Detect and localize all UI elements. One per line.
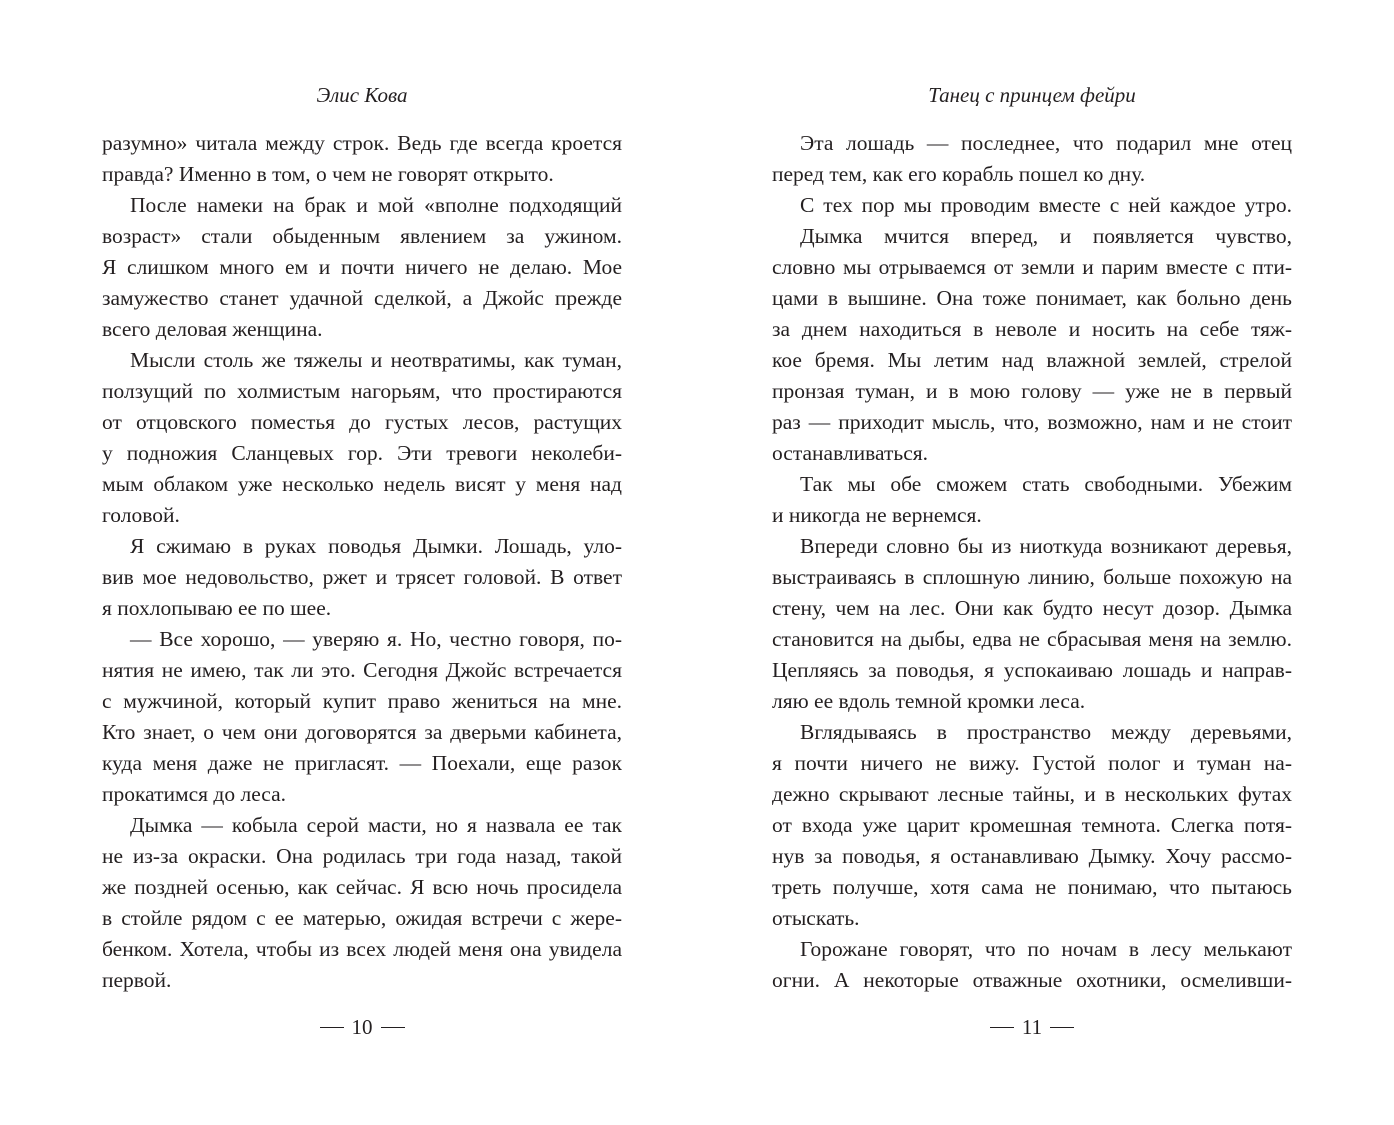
right-page [772, 0, 1292, 1125]
text-line: ползущий по холмистым нагорьям, что простираются [102, 379, 622, 403]
folio-dash-left [990, 1027, 1014, 1028]
text-line: Эта лошадь — последнее, что подарил мне отец [800, 131, 1292, 155]
folio-dash-right [1050, 1027, 1074, 1028]
text-line: и никогда не вернемся. [772, 503, 982, 527]
text-line: словно мы отрываемся от земли и парим вместе с пти- [772, 255, 1292, 279]
text-line: Цепляясь за поводья, я успокаиваю лошадь и направ- [772, 658, 1292, 682]
text-line: пронзая туман, и в мою голову — уже не в первый [772, 379, 1292, 403]
text-line: в стойле рядом с ее матерью, ожидая встречи с жере- [102, 906, 622, 930]
text-line: Я сжимаю в руках поводья Дымки. Лошадь, уло- [130, 534, 622, 558]
text-line: дежно скрывают лесные тайны, и в нескольких футах [772, 782, 1292, 806]
text-line: огни. А некоторые отважные охотники, осмеливши- [772, 968, 1292, 992]
text-line: стену, чем на лес. Они как будто несут дозор. Дымка [772, 596, 1292, 620]
text-line: не из-за окраски. Она родилась три года назад, такой [102, 844, 622, 868]
text-line: правда? Именно в том, о чем не говорят открыто. [102, 162, 554, 186]
text-line: перед тем, как его корабль пошел ко дну. [772, 162, 1146, 186]
text-line: — Все хорошо, — уверяю я. Но, честно говоря, по- [130, 627, 622, 651]
text-line: от входа уже царит кромешная темнота. Слегка потя- [772, 813, 1292, 837]
text-line: у подножия Сланцевых гор. Эти тревоги неколеби- [102, 441, 622, 465]
running-head-title: Танец с принцем фейри [928, 83, 1136, 107]
text-line: Вглядываясь в пространство между деревьями, [800, 720, 1292, 744]
left-page [102, 0, 622, 1125]
text-line: Я слишком много ем и почти ничего не делаю. Мое [102, 255, 622, 279]
text-line: цами в вышине. Она тоже понимает, как больно день [772, 286, 1292, 310]
folio-dash-right [381, 1027, 405, 1028]
folio-dash-left [320, 1027, 344, 1028]
text-line: всего деловая женщина. [102, 317, 323, 341]
text-line: от отцовского поместья до густых лесов, растущих [102, 410, 622, 434]
text-line: отыскать. [772, 906, 860, 930]
text-line: замужество станет удачной сделкой, а Джойс прежде [102, 286, 622, 310]
text-line: первой. [102, 968, 172, 992]
text-line: Дымка — кобыла серой масти, но я назвала ее так [130, 813, 622, 837]
text-line: треть получше, хотя сама не понимаю, что пытаюсь [772, 875, 1292, 899]
text-line: с мужчиной, который купит право жениться на мне. [102, 689, 622, 713]
text-line: прокатимся до леса. [102, 782, 287, 806]
text-line: за днем находиться в неволе и носить на себе тяж- [772, 317, 1292, 341]
text-line: возраст» стали обыденным явлением за ужином. [102, 224, 622, 248]
page-number-value: 11 [1021, 1015, 1043, 1039]
page-number [772, 1012, 1292, 1042]
page-number-value: 10 [351, 1015, 373, 1039]
text-line: Мысли столь же тяжелы и неотвратимы, как туман, [130, 348, 622, 372]
text-line: С тех пор мы проводим вместе с ней каждое утро. [800, 193, 1292, 217]
text-line: ляю ее вдоль темной кромки леса. [772, 689, 1086, 713]
text-line: Так мы обе сможем стать свободными. Убежим [800, 472, 1292, 496]
text-line: Дымка мчится вперед, и появляется чувство, [800, 224, 1292, 248]
text-line: я похлопываю ее по шее. [102, 596, 332, 620]
body-text [772, 128, 1292, 996]
body-text [102, 128, 622, 996]
text-line: нув за поводья, я останавливаю Дымку. Хочу рассмо- [772, 844, 1292, 868]
text-line: же поздней осенью, как сейчас. Я всю ночь просидела [102, 875, 622, 899]
text-line: вив мое недовольство, ржет и трясет головой. В ответ [102, 565, 622, 589]
text-line: Горожане говорят, что по ночам в лесу мелькают [800, 937, 1292, 961]
text-line: останавливаться. [772, 441, 929, 465]
text-line: Впереди словно бы из ниоткуда возникают деревья, [800, 534, 1292, 558]
text-line: После намеки на брак и мой «вполне подходящий [130, 193, 622, 217]
text-line: куда меня даже не пригласят. — Поехали, еще разок [102, 751, 622, 775]
page-number [102, 1012, 622, 1042]
text-line: разумно» читала между строк. Ведь где всегда кроется [102, 131, 622, 155]
text-line: раз — приходит мысль, что, возможно, нам и не стоит [772, 410, 1292, 434]
text-line: мым облаком уже несколько недель висят у меня над [102, 472, 622, 496]
text-line: головой. [102, 503, 180, 527]
text-line: Кто знает, о чем они договорятся за дверьми кабинета, [102, 720, 622, 744]
text-line: кое бремя. Мы летим над влажной землей, стрелой [772, 348, 1292, 372]
text-line: становится на дыбы, едва не сбрасывая меня на землю. [772, 627, 1292, 651]
running-head-author: Элис Кова [316, 83, 408, 107]
text-line: нятия не имею, так ли это. Сегодня Джойс встречается [102, 658, 622, 682]
text-line: бенком. Хотела, чтобы из всех людей меня она увидела [102, 937, 622, 961]
text-line: я почти ничего не вижу. Густой полог и туман на- [772, 751, 1292, 775]
text-line: выстраиваясь в сплошную линию, больше похожую на [772, 565, 1292, 589]
